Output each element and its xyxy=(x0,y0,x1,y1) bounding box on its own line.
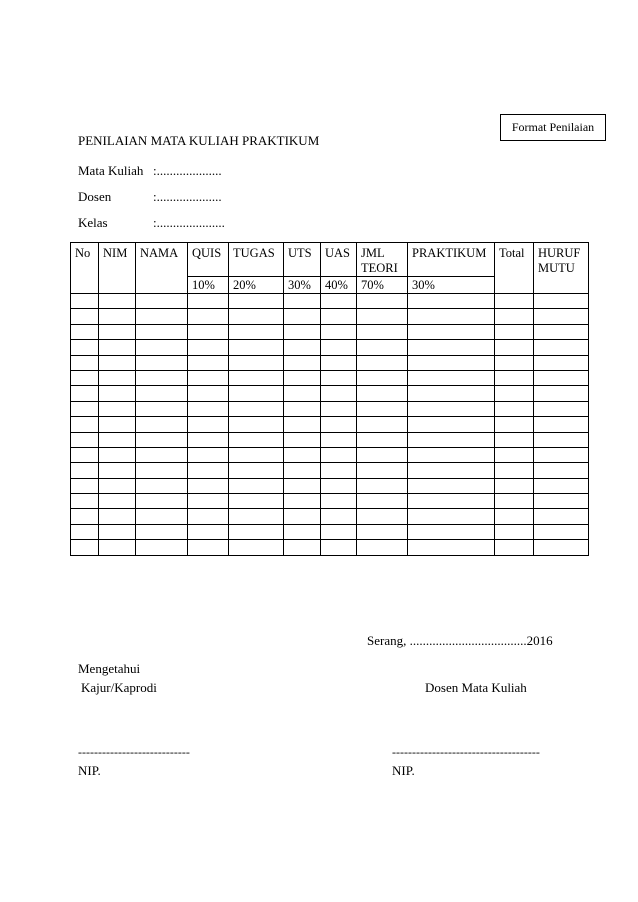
table-cell xyxy=(284,294,321,309)
table-cell xyxy=(321,432,357,447)
table-cell xyxy=(357,524,408,539)
table-cell xyxy=(188,340,229,355)
table-cell xyxy=(229,386,284,401)
table-cell xyxy=(408,432,495,447)
table-cell xyxy=(408,370,495,385)
table-cell xyxy=(321,463,357,478)
table-cell xyxy=(357,417,408,432)
format-label-box xyxy=(500,114,606,141)
table-cell xyxy=(357,324,408,339)
table-cell xyxy=(321,324,357,339)
table-cell xyxy=(229,509,284,524)
table-cell xyxy=(136,524,188,539)
table-cell xyxy=(71,524,99,539)
weight-uas: 40% xyxy=(321,277,357,294)
table-cell xyxy=(229,540,284,555)
table-cell xyxy=(188,417,229,432)
table-cell xyxy=(284,324,321,339)
table-cell xyxy=(188,494,229,509)
table-row xyxy=(71,494,589,509)
table-cell xyxy=(136,355,188,370)
table-cell xyxy=(71,417,99,432)
table-cell xyxy=(357,540,408,555)
table-cell xyxy=(534,540,589,555)
table-cell xyxy=(408,478,495,493)
table-cell xyxy=(408,463,495,478)
table-cell xyxy=(534,478,589,493)
table-cell xyxy=(136,386,188,401)
table-cell xyxy=(71,463,99,478)
table-cell xyxy=(321,309,357,324)
table-cell xyxy=(188,294,229,309)
place-date: Serang, ....................................2016 xyxy=(367,633,553,648)
table-row xyxy=(71,540,589,555)
table-cell xyxy=(99,524,136,539)
table-cell xyxy=(136,432,188,447)
header-row xyxy=(71,243,589,277)
table-cell xyxy=(99,386,136,401)
table-cell xyxy=(99,324,136,339)
table-cell xyxy=(229,324,284,339)
left-nip: NIP. xyxy=(78,763,101,778)
weight-jml-teori: 70% xyxy=(357,277,408,294)
table-cell xyxy=(229,401,284,416)
table-cell xyxy=(188,463,229,478)
table-cell xyxy=(534,294,589,309)
table-cell xyxy=(136,340,188,355)
table-cell xyxy=(284,540,321,555)
left-signature-line: ---------------------------- xyxy=(78,745,190,759)
table-cell xyxy=(136,309,188,324)
table-cell xyxy=(229,432,284,447)
table-cell xyxy=(99,417,136,432)
table-cell xyxy=(284,478,321,493)
table-cell xyxy=(284,524,321,539)
header-jml-teori: JML TEORI xyxy=(357,243,408,277)
table-cell xyxy=(284,417,321,432)
table-row xyxy=(71,324,589,339)
table-cell xyxy=(284,401,321,416)
table-cell xyxy=(99,509,136,524)
table-row xyxy=(71,417,589,432)
table-cell xyxy=(71,370,99,385)
table-cell xyxy=(229,478,284,493)
table-cell xyxy=(495,509,534,524)
table-cell xyxy=(408,540,495,555)
table-cell xyxy=(99,540,136,555)
table-cell xyxy=(188,386,229,401)
table-cell xyxy=(495,463,534,478)
table-cell xyxy=(495,340,534,355)
table-cell xyxy=(71,294,99,309)
table-cell xyxy=(495,294,534,309)
table-row xyxy=(71,463,589,478)
weight-praktikum: 30% xyxy=(408,277,495,294)
table-cell xyxy=(534,494,589,509)
table-row xyxy=(71,309,589,324)
header-uas: UAS xyxy=(321,243,357,277)
table-cell xyxy=(99,294,136,309)
table-cell xyxy=(357,447,408,462)
table-cell xyxy=(357,478,408,493)
table-cell xyxy=(495,478,534,493)
table-cell xyxy=(99,370,136,385)
table-cell xyxy=(534,417,589,432)
table-cell xyxy=(188,309,229,324)
table-cell xyxy=(534,463,589,478)
table-cell xyxy=(495,386,534,401)
header-total: Total xyxy=(495,243,534,294)
table-cell xyxy=(321,494,357,509)
table-cell xyxy=(495,417,534,432)
table-cell xyxy=(284,309,321,324)
table-cell xyxy=(71,432,99,447)
table-cell xyxy=(229,355,284,370)
table-cell xyxy=(229,309,284,324)
table-cell xyxy=(321,447,357,462)
grading-table xyxy=(70,242,589,556)
table-cell xyxy=(357,386,408,401)
table-cell xyxy=(71,309,99,324)
table-cell xyxy=(321,294,357,309)
table-row xyxy=(71,432,589,447)
acknowledged-label: Mengetahui xyxy=(78,661,141,676)
table-cell xyxy=(321,355,357,370)
table-cell xyxy=(188,478,229,493)
table-cell xyxy=(408,401,495,416)
table-cell xyxy=(71,447,99,462)
table-cell xyxy=(136,401,188,416)
table-cell xyxy=(188,540,229,555)
table-cell xyxy=(136,540,188,555)
table-cell xyxy=(99,447,136,462)
table-cell xyxy=(357,309,408,324)
table-row xyxy=(71,355,589,370)
table-cell xyxy=(357,463,408,478)
page-title: PENILAIAN MATA KULIAH PRAKTIKUM xyxy=(78,133,320,148)
table-cell xyxy=(321,401,357,416)
table-cell xyxy=(495,309,534,324)
table-cell xyxy=(321,386,357,401)
table-cell xyxy=(136,463,188,478)
table-cell xyxy=(229,370,284,385)
table-cell xyxy=(71,355,99,370)
table-cell xyxy=(188,509,229,524)
table-cell xyxy=(136,509,188,524)
table-cell xyxy=(357,370,408,385)
field-label-kelas: Kelas xyxy=(78,215,108,230)
table-cell xyxy=(188,524,229,539)
table-cell xyxy=(188,401,229,416)
table-cell xyxy=(534,309,589,324)
table-row xyxy=(71,294,589,309)
field-label-mata-kuliah: Mata Kuliah xyxy=(78,163,144,178)
table-cell xyxy=(136,324,188,339)
header-tugas: TUGAS xyxy=(229,243,284,277)
field-label-dosen: Dosen xyxy=(78,189,112,204)
table-cell xyxy=(188,447,229,462)
table-cell xyxy=(321,524,357,539)
table-cell xyxy=(408,494,495,509)
right-signer-role: Dosen Mata Kuliah xyxy=(425,680,527,695)
table-cell xyxy=(321,340,357,355)
table-cell xyxy=(284,432,321,447)
table-cell xyxy=(284,447,321,462)
table-cell xyxy=(534,370,589,385)
table-cell xyxy=(495,540,534,555)
table-cell xyxy=(534,524,589,539)
table-cell xyxy=(188,355,229,370)
table-cell xyxy=(284,509,321,524)
table-cell xyxy=(188,432,229,447)
table-cell xyxy=(284,355,321,370)
table-cell xyxy=(495,401,534,416)
header-nama: NAMA xyxy=(136,243,188,294)
table-cell xyxy=(136,494,188,509)
table-cell xyxy=(99,463,136,478)
header-praktikum: PRAKTIKUM xyxy=(408,243,495,277)
table-cell xyxy=(71,509,99,524)
table-cell xyxy=(71,494,99,509)
table-cell xyxy=(495,355,534,370)
table-cell xyxy=(357,355,408,370)
table-cell xyxy=(71,540,99,555)
table-cell xyxy=(357,432,408,447)
table-cell xyxy=(321,478,357,493)
table-cell xyxy=(99,340,136,355)
table-cell xyxy=(71,324,99,339)
table-cell xyxy=(408,324,495,339)
table-cell xyxy=(495,370,534,385)
table-cell xyxy=(284,386,321,401)
table-cell xyxy=(321,509,357,524)
table-cell xyxy=(284,494,321,509)
table-cell xyxy=(99,478,136,493)
table-cell xyxy=(229,417,284,432)
table-cell xyxy=(229,340,284,355)
weight-quis: 10% xyxy=(188,277,229,294)
table-row xyxy=(71,509,589,524)
table-cell xyxy=(408,417,495,432)
table-cell xyxy=(408,294,495,309)
table-cell xyxy=(229,447,284,462)
table-cell xyxy=(357,494,408,509)
table-cell xyxy=(495,432,534,447)
table-cell xyxy=(136,478,188,493)
table-cell xyxy=(534,324,589,339)
table-cell xyxy=(71,340,99,355)
table-cell xyxy=(408,509,495,524)
table-cell xyxy=(71,386,99,401)
table-cell xyxy=(408,340,495,355)
left-signer-role: Kajur/Kaprodi xyxy=(81,680,157,695)
table-cell xyxy=(495,524,534,539)
table-row xyxy=(71,386,589,401)
field-value-mata-kuliah: :.................... xyxy=(153,163,222,178)
table-row xyxy=(71,401,589,416)
weight-tugas: 20% xyxy=(229,277,284,294)
table-cell xyxy=(408,524,495,539)
table-cell xyxy=(408,355,495,370)
table-cell xyxy=(229,294,284,309)
table-cell xyxy=(408,447,495,462)
table-cell xyxy=(495,324,534,339)
table-cell xyxy=(284,370,321,385)
field-value-dosen: :.................... xyxy=(153,189,222,204)
table-cell xyxy=(357,294,408,309)
table-cell xyxy=(534,401,589,416)
header-uts: UTS xyxy=(284,243,321,277)
table-cell xyxy=(136,417,188,432)
table-row xyxy=(71,370,589,385)
table-row xyxy=(71,524,589,539)
weight-uts: 30% xyxy=(284,277,321,294)
table-cell xyxy=(321,540,357,555)
table-cell xyxy=(534,432,589,447)
table-cell xyxy=(136,294,188,309)
table-cell xyxy=(71,478,99,493)
table-cell xyxy=(99,401,136,416)
table-row xyxy=(71,340,589,355)
table-row xyxy=(71,478,589,493)
table-cell xyxy=(188,324,229,339)
format-label: Format Penilaian xyxy=(511,120,595,134)
header-nim: NIM xyxy=(99,243,136,294)
right-nip: NIP. xyxy=(392,763,415,778)
table-cell xyxy=(321,370,357,385)
table-cell xyxy=(71,401,99,416)
table-cell xyxy=(229,494,284,509)
table-cell xyxy=(495,494,534,509)
table-cell xyxy=(534,355,589,370)
table-cell xyxy=(136,370,188,385)
table-cell xyxy=(534,386,589,401)
table-cell xyxy=(136,447,188,462)
header-huruf-mutu: HURUF MUTU xyxy=(534,243,589,294)
right-signature-line: ------------------------------------- xyxy=(392,745,540,759)
table-cell xyxy=(534,340,589,355)
table-cell xyxy=(99,309,136,324)
table-cell xyxy=(188,370,229,385)
table-cell xyxy=(99,494,136,509)
table-cell xyxy=(99,355,136,370)
table-cell xyxy=(229,463,284,478)
table-cell xyxy=(495,447,534,462)
table-cell xyxy=(534,447,589,462)
table-cell xyxy=(99,432,136,447)
table-cell xyxy=(357,340,408,355)
table-cell xyxy=(357,401,408,416)
table-cell xyxy=(408,386,495,401)
header-quis: QUIS xyxy=(188,243,229,277)
table-cell xyxy=(408,309,495,324)
header-no: No xyxy=(71,243,99,294)
table-cell xyxy=(534,509,589,524)
table-cell xyxy=(229,524,284,539)
table-cell xyxy=(357,509,408,524)
table-cell xyxy=(321,417,357,432)
table-cell xyxy=(284,340,321,355)
field-value-kelas: :..................... xyxy=(153,215,225,230)
table-cell xyxy=(284,463,321,478)
table-row xyxy=(71,447,589,462)
